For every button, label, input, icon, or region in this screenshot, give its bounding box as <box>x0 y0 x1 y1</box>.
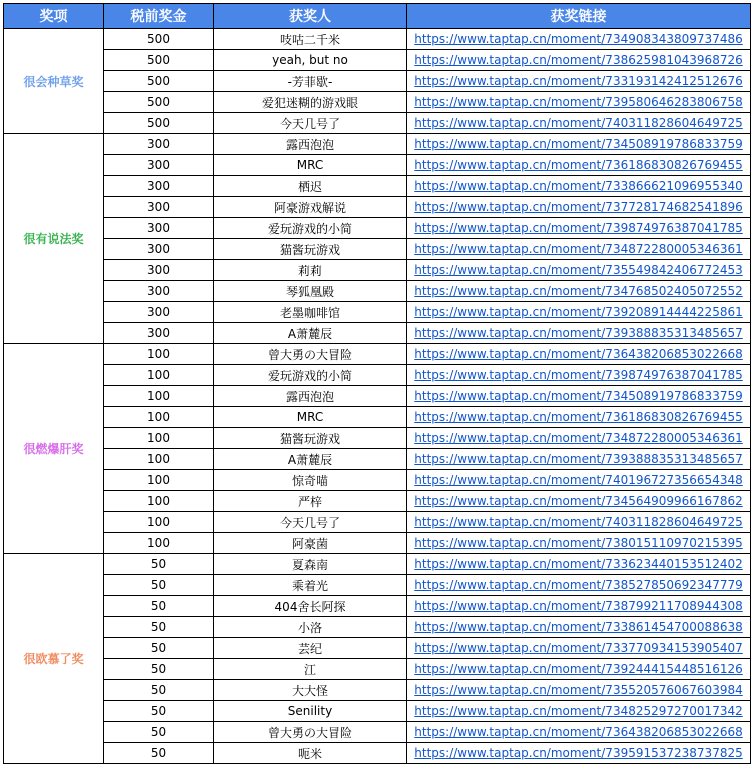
table-row <box>4 323 751 344</box>
table-row <box>4 659 751 680</box>
link-cell <box>407 428 751 449</box>
table-row <box>4 701 751 722</box>
prize-cell: 50 <box>104 743 214 764</box>
link-cell <box>407 113 751 134</box>
table-row <box>4 680 751 701</box>
prize-cell: 500 <box>104 50 214 71</box>
table-row <box>4 176 751 197</box>
table-row <box>4 365 751 386</box>
moment-link[interactable]: https://www.taptap.cn/moment/738625981043968726 <box>414 53 743 67</box>
table-row <box>4 638 751 659</box>
moment-link[interactable]: https://www.taptap.cn/moment/734872280005346361 <box>414 242 743 256</box>
moment-link[interactable]: https://www.taptap.cn/moment/734508919786833759 <box>414 389 743 403</box>
link-cell <box>407 29 751 50</box>
moment-link[interactable]: https://www.taptap.cn/moment/738527850692347779 <box>414 578 743 592</box>
prize-cell: 300 <box>104 197 214 218</box>
link-cell <box>407 155 751 176</box>
winner-cell: Senility <box>214 701 407 722</box>
link-cell <box>407 176 751 197</box>
table-row <box>4 302 751 323</box>
link-cell <box>407 323 751 344</box>
winner-cell: MRC <box>214 155 407 176</box>
table-row <box>4 596 751 617</box>
prize-cell: 100 <box>104 491 214 512</box>
winner-cell: 江 <box>214 659 407 680</box>
winner-cell: 爱犯迷糊的游戏眼 <box>214 92 407 113</box>
link-cell <box>407 638 751 659</box>
link-cell <box>407 281 751 302</box>
table-row <box>4 218 751 239</box>
prize-cell: 100 <box>104 470 214 491</box>
table-row <box>4 92 751 113</box>
header-link: 获奖链接 <box>407 4 751 29</box>
table-row <box>4 407 751 428</box>
winner-cell: 夏森南 <box>214 554 407 575</box>
moment-link[interactable]: https://www.taptap.cn/moment/733623440153512402 <box>414 557 743 571</box>
link-cell <box>407 701 751 722</box>
link-cell <box>407 554 751 575</box>
prize-cell: 300 <box>104 323 214 344</box>
prize-cell: 100 <box>104 407 214 428</box>
link-cell <box>407 722 751 743</box>
prize-cell: 300 <box>104 239 214 260</box>
link-cell <box>407 71 751 92</box>
link-cell <box>407 134 751 155</box>
prize-cell: 300 <box>104 281 214 302</box>
moment-link[interactable]: https://www.taptap.cn/moment/737728174682541896 <box>414 200 743 214</box>
table-row <box>4 743 751 764</box>
moment-link[interactable]: https://www.taptap.cn/moment/739388835313485657 <box>414 452 743 466</box>
winner-cell: A萧麓辰 <box>214 323 407 344</box>
winner-cell: 阿豪游戏解说 <box>214 197 407 218</box>
moment-link[interactable]: https://www.taptap.cn/moment/740196727356654348 <box>414 473 743 487</box>
moment-link[interactable]: https://www.taptap.cn/moment/734768502405072552 <box>414 284 743 298</box>
prize-cell: 50 <box>104 701 214 722</box>
header-winner: 获奖人 <box>214 4 407 29</box>
table-row <box>4 533 751 554</box>
header-prize: 税前奖金 <box>104 4 214 29</box>
prize-cell: 300 <box>104 302 214 323</box>
moment-link[interactable]: https://www.taptap.cn/moment/734508919786833759 <box>414 137 743 151</box>
prize-cell: 50 <box>104 596 214 617</box>
prize-cell: 50 <box>104 638 214 659</box>
table-row <box>4 260 751 281</box>
moment-link[interactable]: https://www.taptap.cn/moment/739580646283806758 <box>414 95 743 109</box>
table-row <box>4 344 751 365</box>
link-cell <box>407 743 751 764</box>
winner-cell: 大大怪 <box>214 680 407 701</box>
prize-cell: 500 <box>104 29 214 50</box>
moment-link[interactable]: https://www.taptap.cn/moment/738799211708944308 <box>414 599 743 613</box>
award-category: 很燃爆肝奖 <box>4 344 104 554</box>
link-cell <box>407 617 751 638</box>
winner-cell: 猫酱玩游戏 <box>214 239 407 260</box>
table-row <box>4 512 751 533</box>
prize-cell: 300 <box>104 176 214 197</box>
moment-link[interactable]: https://www.taptap.cn/moment/734908343809737486 <box>414 32 743 46</box>
table-row <box>4 239 751 260</box>
winner-cell: 曾大勇の大冒险 <box>214 344 407 365</box>
award-category: 很会种草奖 <box>4 29 104 134</box>
moment-link[interactable]: https://www.taptap.cn/moment/740311828604649725 <box>414 116 743 130</box>
moment-link[interactable]: https://www.taptap.cn/moment/739591537238737825 <box>414 746 743 760</box>
moment-link[interactable]: https://www.taptap.cn/moment/736186830826769455 <box>414 410 743 424</box>
link-cell <box>407 512 751 533</box>
moment-link[interactable]: https://www.taptap.cn/moment/736438206853022668 <box>414 725 743 739</box>
header-row <box>4 4 751 29</box>
table-row <box>4 386 751 407</box>
moment-link[interactable]: https://www.taptap.cn/moment/734564909966167862 <box>414 494 743 508</box>
table-row <box>4 281 751 302</box>
winner-cell: MRC <box>214 407 407 428</box>
link-cell <box>407 575 751 596</box>
winner-cell: 阿豪菌 <box>214 533 407 554</box>
table-row <box>4 29 751 50</box>
winner-cell: 呃米 <box>214 743 407 764</box>
winner-cell: A萧麓辰 <box>214 449 407 470</box>
moment-link[interactable]: https://www.taptap.cn/moment/736186830826769455 <box>414 158 743 172</box>
moment-link[interactable]: https://www.taptap.cn/moment/733193142412512676 <box>414 74 743 88</box>
table-row <box>4 71 751 92</box>
table-row <box>4 197 751 218</box>
moment-link[interactable]: https://www.taptap.cn/moment/739874976387041785 <box>414 221 743 235</box>
moment-link[interactable]: https://www.taptap.cn/moment/740311828604649725 <box>414 515 743 529</box>
prize-cell: 500 <box>104 92 214 113</box>
moment-link[interactable]: https://www.taptap.cn/moment/735549842406772453 <box>414 263 743 277</box>
link-cell <box>407 386 751 407</box>
table-row <box>4 113 751 134</box>
link-cell <box>407 659 751 680</box>
moment-link[interactable]: https://www.taptap.cn/moment/733861454700088638 <box>414 620 743 634</box>
moment-link[interactable]: https://www.taptap.cn/moment/736438206853022668 <box>414 347 743 361</box>
winner-cell: 乘着光 <box>214 575 407 596</box>
link-cell <box>407 197 751 218</box>
prize-cell: 300 <box>104 260 214 281</box>
link-cell <box>407 239 751 260</box>
winner-cell: 莉莉 <box>214 260 407 281</box>
link-cell <box>407 596 751 617</box>
prize-cell: 500 <box>104 71 214 92</box>
prize-cell: 100 <box>104 449 214 470</box>
link-cell <box>407 449 751 470</box>
winner-cell: 今天几号了 <box>214 512 407 533</box>
moment-link[interactable]: https://www.taptap.cn/moment/739244415448516126 <box>414 662 743 676</box>
winner-cell: 芸纪 <box>214 638 407 659</box>
prize-cell: 300 <box>104 134 214 155</box>
winner-cell: 严梓 <box>214 491 407 512</box>
link-cell <box>407 365 751 386</box>
winner-cell: 吱咕二千米 <box>214 29 407 50</box>
table-row <box>4 449 751 470</box>
winner-cell: 曾大勇の大冒险 <box>214 722 407 743</box>
header-award: 奖项 <box>4 4 104 29</box>
table-row <box>4 554 751 575</box>
winner-cell: 今天几号了 <box>214 113 407 134</box>
moment-link[interactable]: https://www.taptap.cn/moment/733866621096955340 <box>414 179 743 193</box>
winner-cell: yeah, but no <box>214 50 407 71</box>
table-row <box>4 491 751 512</box>
prize-cell: 50 <box>104 554 214 575</box>
link-cell <box>407 470 751 491</box>
awards-table <box>3 3 751 764</box>
moment-link[interactable]: https://www.taptap.cn/moment/733770934153905407 <box>414 641 743 655</box>
table-row <box>4 617 751 638</box>
moment-link[interactable]: https://www.taptap.cn/moment/739388835313485657 <box>414 326 743 340</box>
prize-cell: 100 <box>104 428 214 449</box>
table-row <box>4 575 751 596</box>
prize-cell: 50 <box>104 722 214 743</box>
prize-cell: 100 <box>104 512 214 533</box>
table-body <box>4 29 751 764</box>
award-category: 很欧慕了奖 <box>4 554 104 764</box>
link-cell <box>407 218 751 239</box>
table-row <box>4 470 751 491</box>
link-cell <box>407 302 751 323</box>
moment-link[interactable]: https://www.taptap.cn/moment/739874976387041785 <box>414 368 743 382</box>
prize-cell: 100 <box>104 386 214 407</box>
table-row <box>4 50 751 71</box>
prize-cell: 100 <box>104 533 214 554</box>
winner-cell: 老墨咖啡馆 <box>214 302 407 323</box>
prize-cell: 300 <box>104 218 214 239</box>
prize-cell: 100 <box>104 344 214 365</box>
link-cell <box>407 92 751 113</box>
table-row <box>4 428 751 449</box>
moment-link[interactable]: https://www.taptap.cn/moment/738015110970215395 <box>414 536 743 550</box>
winner-cell: 栖迟 <box>214 176 407 197</box>
winner-cell: 404舍长阿探 <box>214 596 407 617</box>
moment-link[interactable]: https://www.taptap.cn/moment/734872280005346361 <box>414 431 743 445</box>
link-cell <box>407 260 751 281</box>
prize-cell: 500 <box>104 113 214 134</box>
prize-cell: 50 <box>104 617 214 638</box>
winner-cell: 爱玩游戏的小简 <box>214 365 407 386</box>
winner-cell: -芳菲歇- <box>214 71 407 92</box>
moment-link[interactable]: https://www.taptap.cn/moment/734825297270017342 <box>414 704 743 718</box>
prize-cell: 50 <box>104 659 214 680</box>
winner-cell: 惊奇喵 <box>214 470 407 491</box>
link-cell <box>407 50 751 71</box>
award-category: 很有说法奖 <box>4 134 104 344</box>
prize-cell: 100 <box>104 365 214 386</box>
link-cell <box>407 491 751 512</box>
prize-cell: 50 <box>104 575 214 596</box>
link-cell <box>407 407 751 428</box>
link-cell <box>407 344 751 365</box>
winner-cell: 爱玩游戏的小简 <box>214 218 407 239</box>
winner-cell: 露西泡泡 <box>214 386 407 407</box>
winner-cell: 猫酱玩游戏 <box>214 428 407 449</box>
prize-cell: 300 <box>104 155 214 176</box>
prize-cell: 50 <box>104 680 214 701</box>
table-row <box>4 155 751 176</box>
moment-link[interactable]: https://www.taptap.cn/moment/739208914444225861 <box>414 305 743 319</box>
table-row <box>4 134 751 155</box>
moment-link[interactable]: https://www.taptap.cn/moment/735520576067603984 <box>414 683 743 697</box>
winner-cell: 小洛 <box>214 617 407 638</box>
link-cell <box>407 533 751 554</box>
winner-cell: 琴狐凰殿 <box>214 281 407 302</box>
link-cell <box>407 680 751 701</box>
winner-cell: 露西泡泡 <box>214 134 407 155</box>
table-row <box>4 722 751 743</box>
